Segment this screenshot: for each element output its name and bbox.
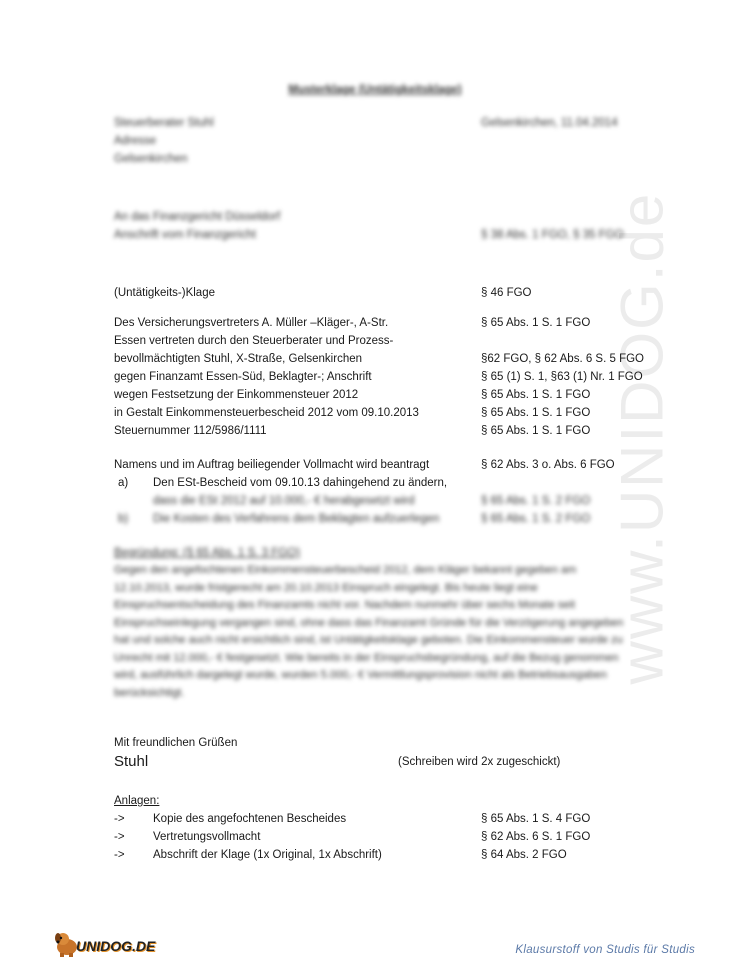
klage-line: Steuernummer 112/5986/1111 [114,425,267,437]
footer-tagline: Klausurstoff von Studis für Studis [515,944,695,956]
signature: Stuhl [114,753,149,770]
anlagen-heading: Anlagen: [114,795,160,807]
anlage-text: Kopie des angefochtenen Bescheides [153,813,347,825]
closing-note: (Schreiben wird 2x zugeschickt) [398,756,561,768]
place-date: Gelsenkirchen, 11.04.2014 [481,117,618,129]
antrag-item-a-text: Den ESt-Bescheid vom 09.10.13 dahingehend zu ändern, [153,477,448,489]
anlage-text: Abschrift der Klage (1x Original, 1x Abschrift) [153,849,382,861]
klage-line-ref: § 65 (1) S. 1, §63 (1) Nr. 1 FGO [481,371,643,383]
recipient-law-ref: § 38 Abs. 1 FGO, § 35 FGO [481,229,624,241]
klage-heading: (Untätigkeits-)Klage [114,287,215,299]
sender-city: Gelsenkirchen [114,153,188,165]
antrag-item-b-label: b) [118,513,129,525]
anlage-arrow: -> [114,813,125,825]
sender-address: Adresse [114,135,157,147]
anlage-ref: § 62 Abs. 6 S. 1 FGO [481,831,591,843]
klage-line: gegen Finanzamt Essen-Süd, Beklagter-; Anschrift [114,371,372,383]
anlage-ref: § 65 Abs. 1 S. 4 FGO [481,813,591,825]
begruendung-heading: Begründung: (§ 65 Abs. 1 S. 3 FGO) [114,547,301,559]
closing-greeting: Mit freundlichen Grüßen [114,737,238,749]
klage-line-ref: § 65 Abs. 1 S. 1 FGO [481,389,591,401]
antrag-item-a-ref: § 65 Abs. 1 S. 2 FGO [481,495,591,507]
klage-line: Des Versicherungsvertreters A. Müller –Kläger-, A-Str. [114,317,389,329]
antrag-item-a-label: a) [118,477,129,489]
klage-heading-ref: § 46 FGO [481,287,532,299]
anlage-ref: § 64 Abs. 2 FGO [481,849,567,861]
document-title: Musterklage (Untätigkeitsklage) [288,84,462,96]
watermark: www.UNIDOG.de [608,191,676,685]
begruendung-text: Gegen den angefochtenen Einkommensteuerbescheid 2012, dem Kläger bekannt gegeben am 12.10.2013, wurde fristgerecht am 20.10.2013 Einspruch eingelegt. Bis heute liegt eine Einspruchsentscheidung des Finanzamts nicht vor. Nachdem nunmehr über sechs Monate seit Einspruchseinlegung vergangen sind, ohne dass das Finanzamt Gründe für die Verzögerung angegeben hat und solche auch nicht ersichtlich sind, ist Untätigkeitsklage geboten. Die Einkommensteuer wurde zu Unrecht mit 12.000,- € festgesetzt. Wie bereits in der Einspruchsbegründung, auf die Bezug genommen wird, ausführlich dargelegt wurde, wurden 5.000,- € Vermittlungsprovision nicht als Betriebsausgaben berücksichtigt. [114,564,624,699]
sender-name: Steuerberater Stuhl [114,117,214,129]
anlage-text: Vertretungsvollmacht [153,831,261,843]
recipient-line-1: An das Finanzgericht Düsseldorf [114,211,281,223]
antrag-intro: Namens und im Auftrag beiliegender Vollmacht wird beantragt [114,459,430,471]
klage-line-ref: §62 FGO, § 62 Abs. 6 S. 5 FGO [481,353,644,365]
recipient-line-2: Anschrift vom Finanzgericht [114,229,256,241]
klage-line: bevollmächtigten Stuhl, X-Straße, Gelsenkirchen [114,353,363,365]
antrag-item-b-ref: § 65 Abs. 1 S. 2 FGO [481,513,591,525]
logo-text: UNIDOG.DE [76,938,156,954]
antrag-item-b-text: Die Kosten des Verfahrens dem Beklagten aufzuerlegen [153,513,440,525]
antrag-item-a-cont: dass die ESt 2012 auf 10.000,- € herabgesetzt wird [153,495,415,507]
anlage-arrow: -> [114,849,125,861]
klage-line: Essen vertreten durch den Steuerberater und Prozess- [114,335,394,347]
klage-line-ref: § 65 Abs. 1 S. 1 FGO [481,425,591,437]
klage-line-ref: § 65 Abs. 1 S. 1 FGO [481,317,591,329]
anlage-arrow: -> [114,831,125,843]
klage-line: wegen Festsetzung der Einkommensteuer 2012 [114,389,359,401]
antrag-intro-ref: § 62 Abs. 3 o. Abs. 6 FGO [481,459,615,471]
klage-line-ref: § 65 Abs. 1 S. 1 FGO [481,407,591,419]
klage-line: in Gestalt Einkommensteuerbescheid 2012 vom 09.10.2013 [114,407,419,419]
